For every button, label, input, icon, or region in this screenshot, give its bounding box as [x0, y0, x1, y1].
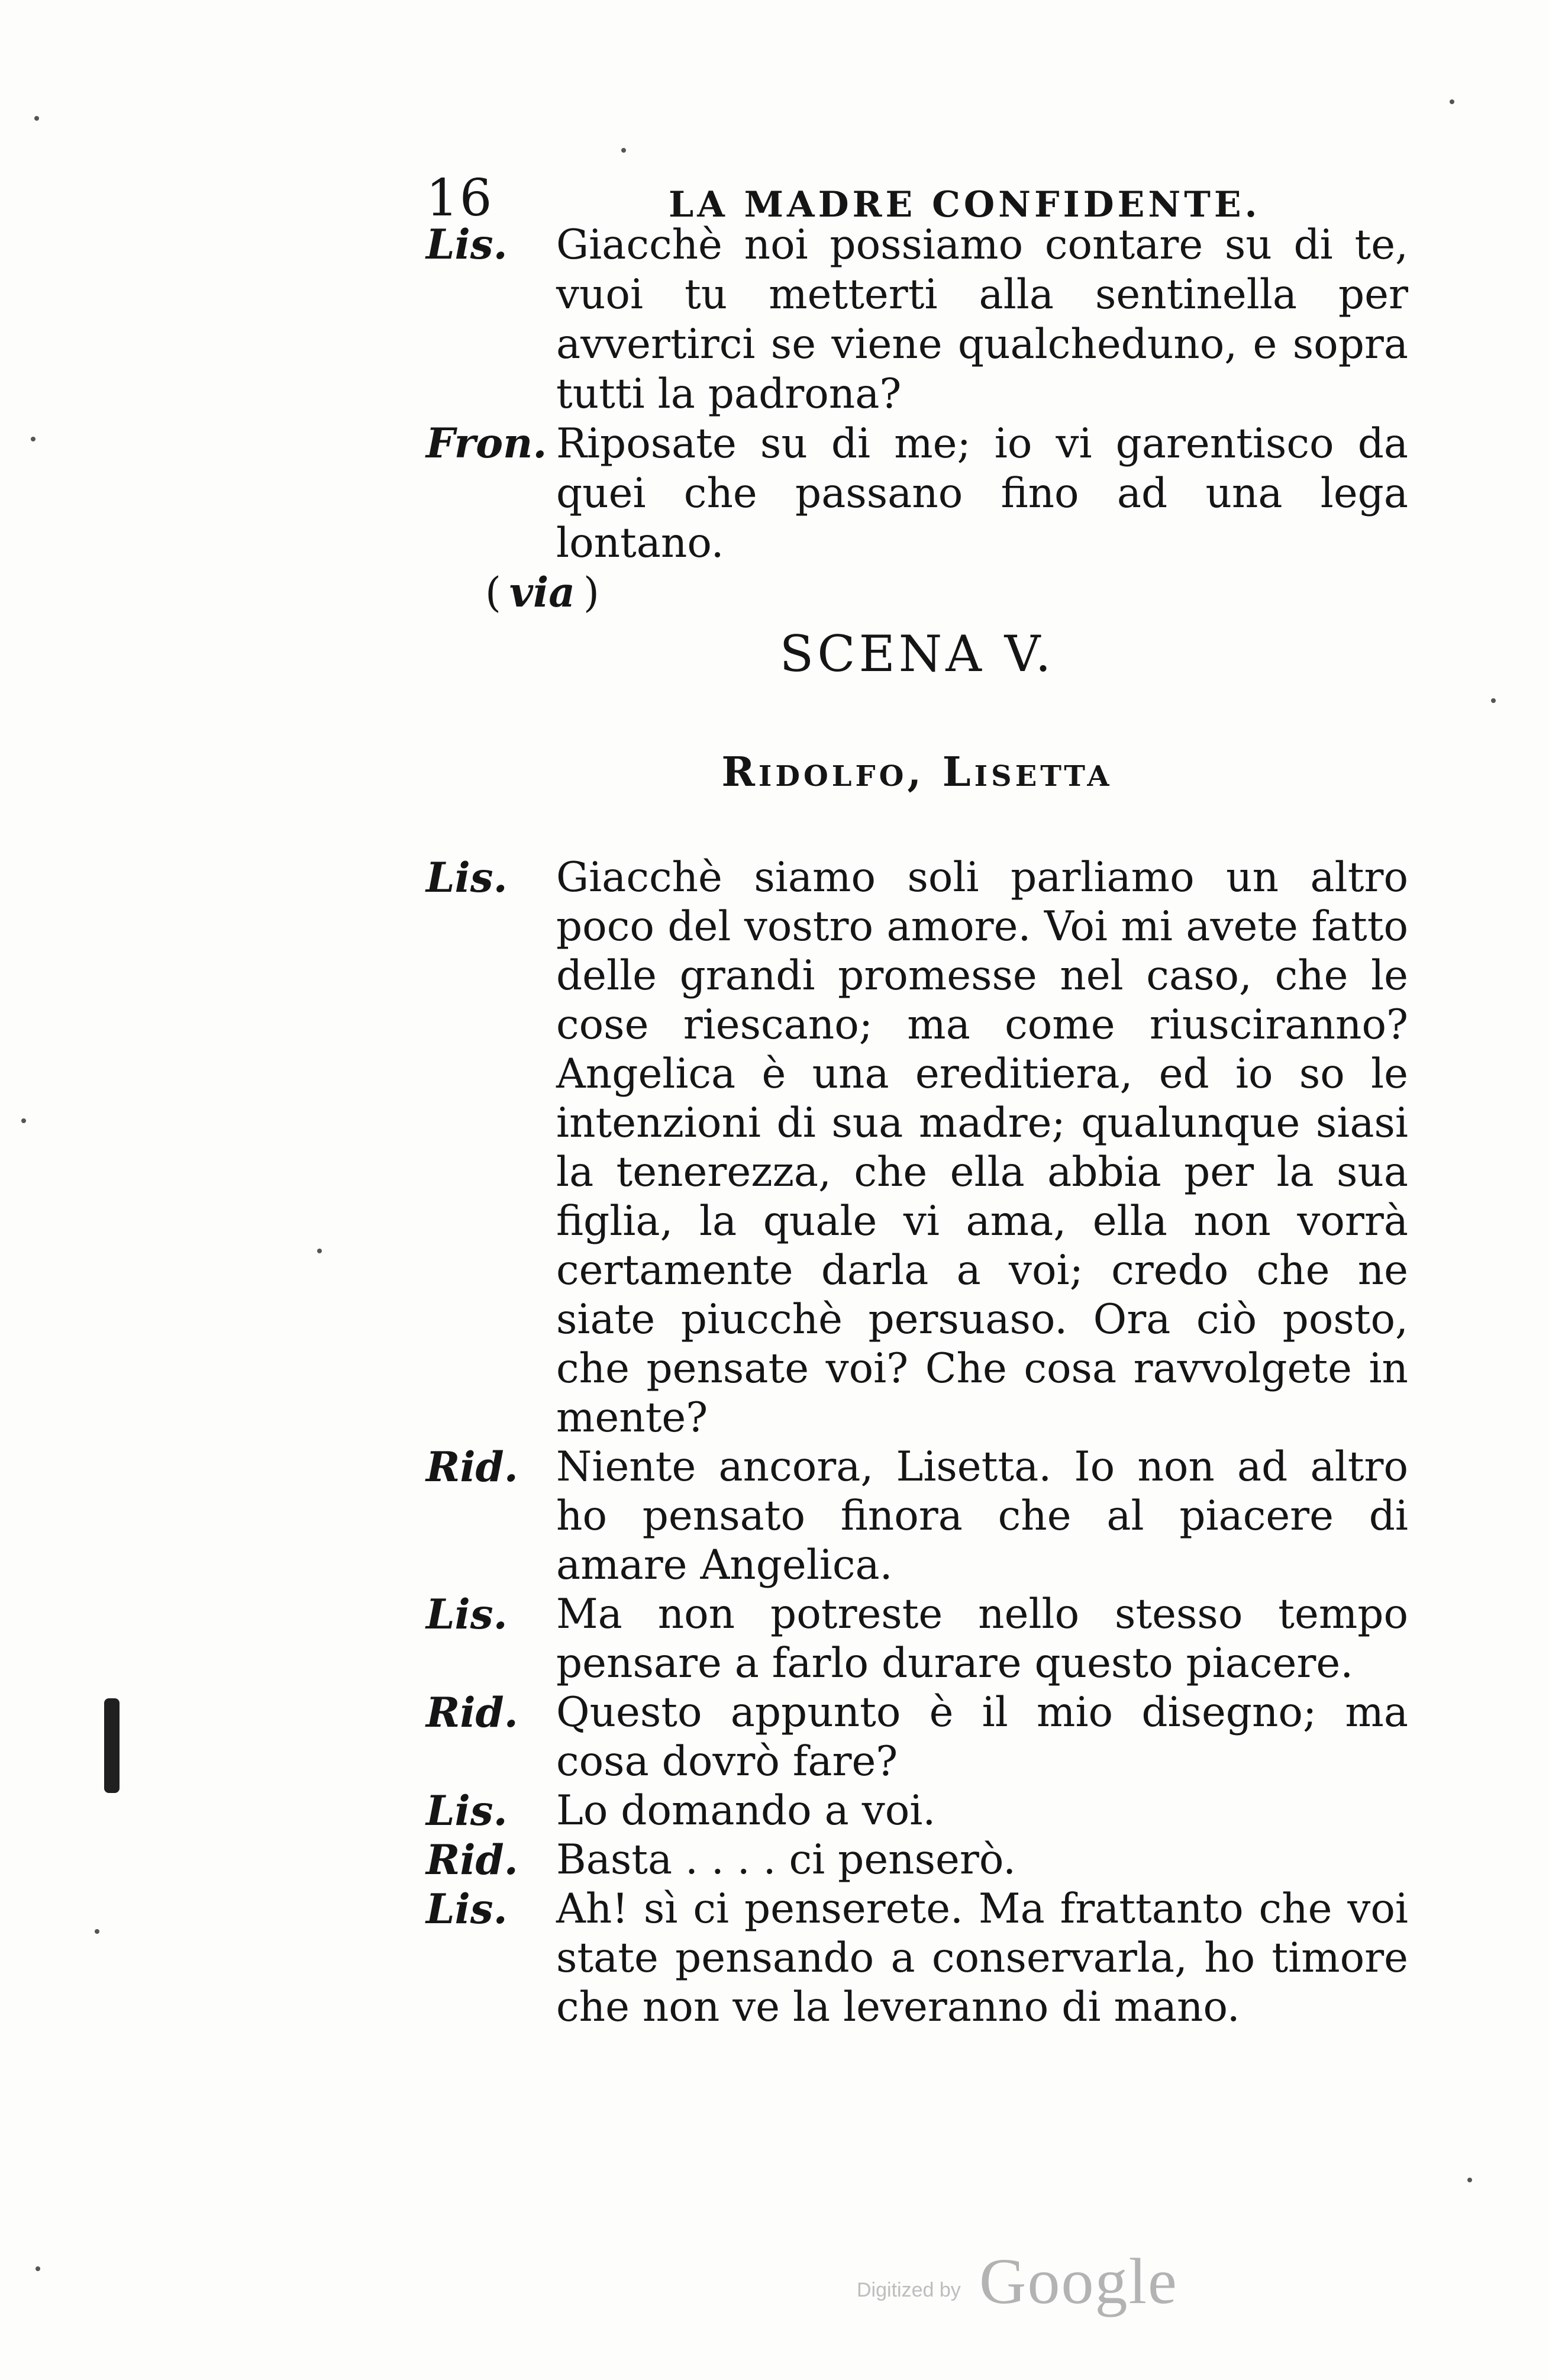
speech-line [426, 1688, 1408, 1786]
paper-speck [34, 116, 39, 121]
speech-line [426, 220, 1408, 419]
paper-speck [95, 1929, 99, 1934]
paper-speck [317, 1249, 322, 1253]
google-logo: Google [979, 2245, 1178, 2317]
running-title: LA MADRE CONFIDENTE. [669, 184, 1261, 225]
paper-speck [31, 437, 36, 441]
speech-line [426, 1590, 1408, 1688]
speaker-label: Lis. [426, 1591, 508, 1639]
binding-shadow-mark [104, 1698, 120, 1793]
scene-dialogue [426, 853, 1408, 2032]
scene-title: SCENA V. [779, 625, 1055, 683]
speech-text: Giacchè noi possiamo contare su di te, vuoi tu metterti alla sentinella per avvertirci se viene qualcheduno, e sopra tutti la padrona? [556, 221, 1408, 418]
speech-line [426, 1786, 1408, 1836]
watermark-caption: Digitized by [857, 2279, 961, 2301]
paper-speck [21, 1118, 26, 1123]
paper-speck [1450, 99, 1454, 104]
digitized-watermark [852, 2245, 1231, 2317]
paper-speck [36, 2266, 40, 2271]
scene-characters: Ridolfo, Lisetta [721, 749, 1113, 796]
speech-text: Giacchè siamo soli parliamo un altro poco del vostro amore. Voi mi avete fatto delle grandi promesse nel caso, che le cose riescano; ma come riusciranno? Angelica è una ereditiera, ed io so le intenzioni di sua madre; qualunque siasi la tenerezza, che ella abbia per la sua figlia, la quale vi ama, ella non vorrà certamente darla a voi; credo che ne siate piucchè persuaso. Ora ciò posto, che pensate voi? Che cosa ravvolgete in mente? [556, 854, 1408, 1441]
speech-line [426, 1885, 1408, 2032]
speech-text: Lo domando a voi. [556, 1787, 936, 1834]
speaker-label: Rid. [426, 1443, 518, 1491]
speaker-label: Fron. [426, 420, 547, 467]
speech-text: Niente ancora, Lisetta. Io non ad altro ho pensato finora che al piacere di amare Angelica. [556, 1443, 1408, 1589]
speech-line [426, 1443, 1408, 1590]
stage-paren-close: ) [583, 569, 599, 617]
paper-speck [1491, 698, 1496, 703]
speech-text: Riposate su di me; io vi garentisco da quei che passano fino ad una lega lontano. [556, 420, 1408, 567]
speaker-label: Lis. [426, 1787, 508, 1835]
speech-text: Basta . . . . ci penserò. [556, 1836, 1016, 1884]
speech-text: Ah! sì ci penserete. Ma frattanto che voi state pensando a conservarla, ho timore che non ve la leveranno di mano. [556, 1885, 1408, 2031]
speaker-label: Rid. [426, 1689, 518, 1737]
stage-direction [426, 568, 1408, 618]
speech-line [426, 1836, 1408, 1885]
speaker-label: Lis. [426, 221, 508, 269]
opening-dialogue [426, 220, 1408, 618]
stage-paren-open: ( [485, 569, 501, 617]
speaker-label: Lis. [426, 1885, 508, 1933]
speech-line [426, 419, 1408, 568]
speaker-label: Lis. [426, 854, 508, 902]
page-number: 16 [426, 169, 493, 228]
speech-line [426, 853, 1408, 1443]
paper-speck [1467, 2178, 1472, 2182]
paper-speck [621, 148, 626, 153]
speech-text: Ma non potreste nello stesso tempo pensare a farlo durare questo piacere. [556, 1591, 1408, 1687]
speaker-label: Rid. [426, 1836, 518, 1884]
speech-text: Questo appunto è il mio disegno; ma cosa dovrò fare? [556, 1689, 1408, 1785]
stage-direction-text: via [509, 569, 575, 617]
